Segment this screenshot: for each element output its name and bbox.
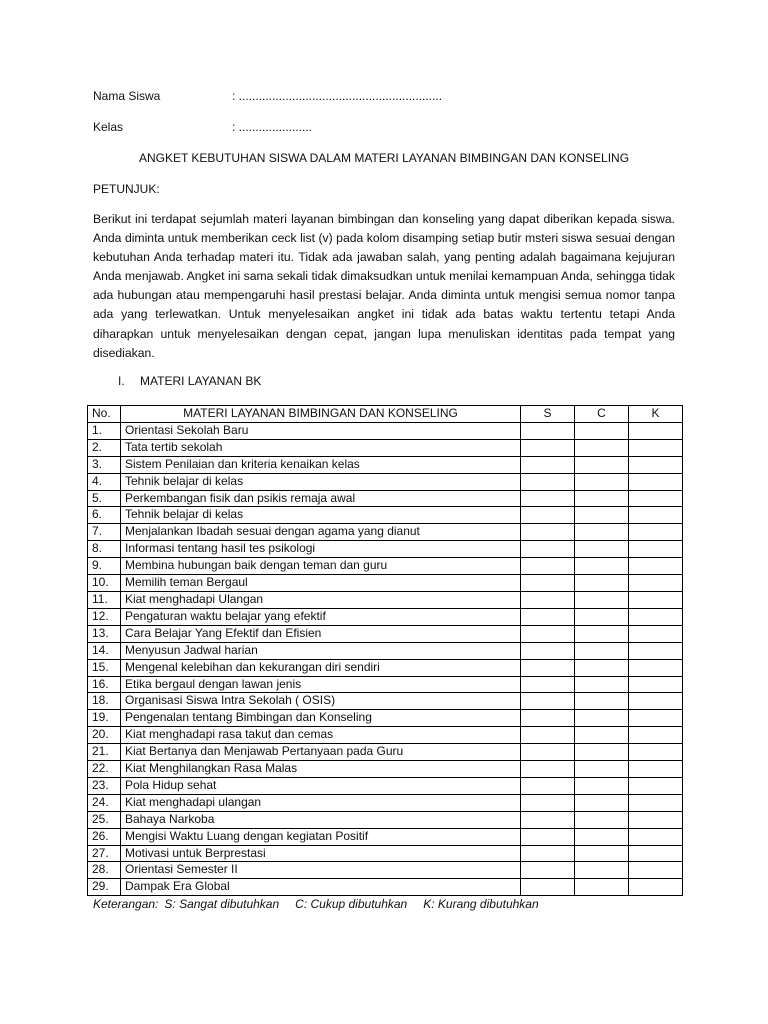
check-cell-c[interactable] xyxy=(575,794,629,811)
table-row xyxy=(88,541,683,558)
row-number: 19. xyxy=(88,710,121,727)
row-materi: Pola Hidup sehat xyxy=(121,777,521,794)
header-no: No. xyxy=(88,406,121,423)
check-cell-k[interactable] xyxy=(629,490,683,507)
check-cell-c[interactable] xyxy=(575,845,629,862)
check-cell-k[interactable] xyxy=(629,862,683,879)
check-cell-s[interactable] xyxy=(521,727,575,744)
row-number: 8. xyxy=(88,541,121,558)
row-number: 23. xyxy=(88,777,121,794)
row-number: 20. xyxy=(88,727,121,744)
table-row xyxy=(88,862,683,879)
check-cell-c[interactable] xyxy=(575,575,629,592)
check-cell-s[interactable] xyxy=(521,659,575,676)
check-cell-s[interactable] xyxy=(521,828,575,845)
check-cell-k[interactable] xyxy=(629,676,683,693)
row-materi: Kiat menghadapi ulangan xyxy=(121,794,521,811)
check-cell-k[interactable] xyxy=(629,828,683,845)
check-cell-s[interactable] xyxy=(521,541,575,558)
check-cell-k[interactable] xyxy=(629,659,683,676)
row-number: 27. xyxy=(88,845,121,862)
check-cell-k[interactable] xyxy=(629,777,683,794)
check-cell-c[interactable] xyxy=(575,541,629,558)
check-cell-c[interactable] xyxy=(575,507,629,524)
row-number: 9. xyxy=(88,558,121,575)
nama-siswa-blank: : ............................................................. xyxy=(232,89,443,103)
keterangan-s: S: Sangat dibutuhkan xyxy=(164,897,280,911)
table-row xyxy=(88,761,683,778)
nama-siswa-label: Nama Siswa xyxy=(93,89,161,103)
check-cell-k[interactable] xyxy=(629,811,683,828)
check-cell-k[interactable] xyxy=(629,845,683,862)
check-cell-k[interactable] xyxy=(629,422,683,439)
check-cell-k[interactable] xyxy=(629,727,683,744)
table-row xyxy=(88,879,683,896)
check-cell-k[interactable] xyxy=(629,541,683,558)
check-cell-c[interactable] xyxy=(575,828,629,845)
table-row xyxy=(88,575,683,592)
check-cell-c[interactable] xyxy=(575,473,629,490)
row-number: 11. xyxy=(88,591,121,608)
section-number: I. xyxy=(118,374,125,388)
check-cell-s[interactable] xyxy=(521,811,575,828)
table-row xyxy=(88,591,683,608)
row-materi: Orientasi Sekolah Baru xyxy=(121,422,521,439)
row-number: 10. xyxy=(88,575,121,592)
petunjuk-heading: PETUNJUK: xyxy=(93,182,160,196)
table-row xyxy=(88,659,683,676)
row-materi: Tata tertib sekolah xyxy=(121,439,521,456)
row-number: 24. xyxy=(88,794,121,811)
row-number: 5. xyxy=(88,490,121,507)
table-row xyxy=(88,473,683,490)
document-title: ANGKET KEBUTUHAN SISWA DALAM MATERI LAYANAN BIMBINGAN DAN KONSELING xyxy=(138,151,630,165)
table-row xyxy=(88,456,683,473)
check-cell-c[interactable] xyxy=(575,439,629,456)
row-materi: Sistem Penilaian dan kriteria kenaikan kelas xyxy=(121,456,521,473)
check-cell-s[interactable] xyxy=(521,490,575,507)
table-row xyxy=(88,422,683,439)
header-k: K xyxy=(629,406,683,423)
table-row xyxy=(88,558,683,575)
check-cell-c[interactable] xyxy=(575,659,629,676)
table-row xyxy=(88,777,683,794)
row-number: 13. xyxy=(88,625,121,642)
row-materi: Kiat Bertanya dan Menjawab Pertanyaan pada Guru xyxy=(121,744,521,761)
row-materi: Organisasi Siswa Intra Sekolah ( OSIS) xyxy=(121,693,521,710)
check-cell-s[interactable] xyxy=(521,710,575,727)
table-row xyxy=(88,608,683,625)
row-materi: Membina hubungan baik dengan teman dan guru xyxy=(121,558,521,575)
check-cell-c[interactable] xyxy=(575,777,629,794)
check-cell-s[interactable] xyxy=(521,693,575,710)
check-cell-k[interactable] xyxy=(629,439,683,456)
table-row xyxy=(88,676,683,693)
row-materi: Menjalankan Ibadah sesuai dengan agama yang dianut xyxy=(121,524,521,541)
table-row xyxy=(88,845,683,862)
row-materi: Dampak Era Global xyxy=(121,879,521,896)
check-cell-k[interactable] xyxy=(629,591,683,608)
table-row xyxy=(88,625,683,642)
check-cell-s[interactable] xyxy=(521,794,575,811)
check-cell-c[interactable] xyxy=(575,642,629,659)
row-materi: Motivasi untuk Berprestasi xyxy=(121,845,521,862)
table-row xyxy=(88,811,683,828)
row-number: 4. xyxy=(88,473,121,490)
check-cell-k[interactable] xyxy=(629,507,683,524)
check-cell-c[interactable] xyxy=(575,490,629,507)
check-cell-k[interactable] xyxy=(629,761,683,778)
row-number: 3. xyxy=(88,456,121,473)
check-cell-k[interactable] xyxy=(629,744,683,761)
table-row xyxy=(88,524,683,541)
check-cell-c[interactable] xyxy=(575,761,629,778)
section-heading xyxy=(118,374,261,388)
check-cell-k[interactable] xyxy=(629,575,683,592)
check-cell-c[interactable] xyxy=(575,727,629,744)
row-number: 6. xyxy=(88,507,121,524)
table-header-row xyxy=(88,406,683,423)
check-cell-k[interactable] xyxy=(629,710,683,727)
check-cell-c[interactable] xyxy=(575,591,629,608)
check-cell-s[interactable] xyxy=(521,439,575,456)
table-row xyxy=(88,710,683,727)
section-label: MATERI LAYANAN BK xyxy=(140,374,262,388)
row-materi: Tehnik belajar di kelas xyxy=(121,473,521,490)
check-cell-k[interactable] xyxy=(629,879,683,896)
row-number: 1. xyxy=(88,422,121,439)
keterangan-label: Keterangan: xyxy=(93,897,159,911)
check-cell-c[interactable] xyxy=(575,625,629,642)
header-c: C xyxy=(575,406,629,423)
row-number: 18. xyxy=(88,693,121,710)
row-number: 15. xyxy=(88,659,121,676)
row-materi: Mengenal kelebihan dan kekurangan diri sendiri xyxy=(121,659,521,676)
row-materi: Tehnik belajar di kelas xyxy=(121,507,521,524)
row-materi: Mengisi Waktu Luang dengan kegiatan Positif xyxy=(121,828,521,845)
check-cell-s[interactable] xyxy=(521,608,575,625)
check-cell-s[interactable] xyxy=(521,473,575,490)
check-cell-c[interactable] xyxy=(575,693,629,710)
table-row xyxy=(88,642,683,659)
check-cell-c[interactable] xyxy=(575,524,629,541)
check-cell-c[interactable] xyxy=(575,744,629,761)
row-number: 7. xyxy=(88,524,121,541)
row-number: 28. xyxy=(88,862,121,879)
check-cell-k[interactable] xyxy=(629,794,683,811)
row-number: 16. xyxy=(88,676,121,693)
row-materi: Bahaya Narkoba xyxy=(121,811,521,828)
check-cell-c[interactable] xyxy=(575,558,629,575)
check-cell-c[interactable] xyxy=(575,422,629,439)
row-materi: Etika bergaul dengan lawan jenis xyxy=(121,676,521,693)
row-number: 21. xyxy=(88,744,121,761)
table-row xyxy=(88,507,683,524)
check-cell-k[interactable] xyxy=(629,625,683,642)
check-cell-s[interactable] xyxy=(521,524,575,541)
check-cell-c[interactable] xyxy=(575,811,629,828)
petunjuk-paragraph: Berikut ini terdapat sejumlah materi layanan bimbingan dan konseling yang dapat diberikan kepada siswa. Anda diminta untuk memberikan ceck list (v) pada kolom disamping setiap butir msteri siswa sesuai dengan kebutuhan Anda terhadap materi itu. Tidak ada jawaban salah, yang penting adalah bagaimana kejujuran Anda menjawab. Angket ini sama sekali tidak dimaksudkan untuk menilai kemampuan Anda, sehingga tidak ada hubungan atau mempengaruhi hasil prestasi belajar. Anda diminta untuk mengisi semua nomor tanpa ada yang terlewatkan. Untuk menyelesaikan angket ini tidak ada batas waktu tertentu tetapi Anda diharapkan untuk menyelesaikan dengan cepat, jangan lupa menuliskan identitas pada tempat yang disediakan. xyxy=(93,212,675,360)
check-cell-c[interactable] xyxy=(575,710,629,727)
row-materi: Cara Belajar Yang Efektif dan Efisien xyxy=(121,625,521,642)
check-cell-k[interactable] xyxy=(629,693,683,710)
check-cell-c[interactable] xyxy=(575,862,629,879)
check-cell-k[interactable] xyxy=(629,524,683,541)
check-cell-s[interactable] xyxy=(521,591,575,608)
row-number: 26. xyxy=(88,828,121,845)
check-cell-s[interactable] xyxy=(521,676,575,693)
check-cell-k[interactable] xyxy=(629,642,683,659)
check-cell-c[interactable] xyxy=(575,676,629,693)
table-row xyxy=(88,439,683,456)
table-row xyxy=(88,727,683,744)
check-cell-s[interactable] xyxy=(521,558,575,575)
kelas-label: Kelas xyxy=(93,120,124,134)
row-materi: Kiat Menghilangkan Rasa Malas xyxy=(121,761,521,778)
check-cell-s[interactable] xyxy=(521,642,575,659)
row-number: 25. xyxy=(88,811,121,828)
kelas-blank: : ...................... xyxy=(232,120,313,134)
check-cell-k[interactable] xyxy=(629,608,683,625)
keterangan-legend xyxy=(93,897,555,911)
row-materi: Kiat menghadapi Ulangan xyxy=(121,591,521,608)
table-row xyxy=(88,794,683,811)
check-cell-s[interactable] xyxy=(521,845,575,862)
check-cell-c[interactable] xyxy=(575,879,629,896)
row-materi: Informasi tentang hasil tes psikologi xyxy=(121,541,521,558)
materi-table xyxy=(87,405,683,896)
table-row xyxy=(88,693,683,710)
row-number: 14. xyxy=(88,642,121,659)
table-row xyxy=(88,490,683,507)
keterangan-c: C: Cukup dibutuhkan xyxy=(295,897,408,911)
table-row xyxy=(88,744,683,761)
row-materi: Orientasi Semester II xyxy=(121,862,521,879)
check-cell-s[interactable] xyxy=(521,575,575,592)
row-materi: Memilih teman Bergaul xyxy=(121,575,521,592)
row-materi: Menyusun Jadwal harian xyxy=(121,642,521,659)
row-number: 22. xyxy=(88,761,121,778)
check-cell-k[interactable] xyxy=(629,456,683,473)
check-cell-s[interactable] xyxy=(521,879,575,896)
check-cell-s[interactable] xyxy=(521,507,575,524)
check-cell-s[interactable] xyxy=(521,456,575,473)
check-cell-k[interactable] xyxy=(629,558,683,575)
row-materi: Kiat menghadapi rasa takut dan cemas xyxy=(121,727,521,744)
header-materi: MATERI LAYANAN BIMBINGAN DAN KONSELING xyxy=(121,406,521,423)
check-cell-s[interactable] xyxy=(521,777,575,794)
row-materi: Pengenalan tentang Bimbingan dan Konseling xyxy=(121,710,521,727)
check-cell-s[interactable] xyxy=(521,744,575,761)
check-cell-k[interactable] xyxy=(629,473,683,490)
row-materi: Pengaturan waktu belajar yang efektif xyxy=(121,608,521,625)
check-cell-s[interactable] xyxy=(521,422,575,439)
row-number: 2. xyxy=(88,439,121,456)
row-number: 29. xyxy=(88,879,121,896)
row-number: 12. xyxy=(88,608,121,625)
check-cell-s[interactable] xyxy=(521,761,575,778)
check-cell-c[interactable] xyxy=(575,456,629,473)
table-body xyxy=(88,422,683,895)
header-s: S xyxy=(521,406,575,423)
row-materi: Perkembangan fisik dan psikis remaja awal xyxy=(121,490,521,507)
keterangan-k: K: Kurang dibutuhkan xyxy=(423,897,539,911)
check-cell-s[interactable] xyxy=(521,625,575,642)
check-cell-c[interactable] xyxy=(575,608,629,625)
table-row xyxy=(88,828,683,845)
check-cell-s[interactable] xyxy=(521,862,575,879)
